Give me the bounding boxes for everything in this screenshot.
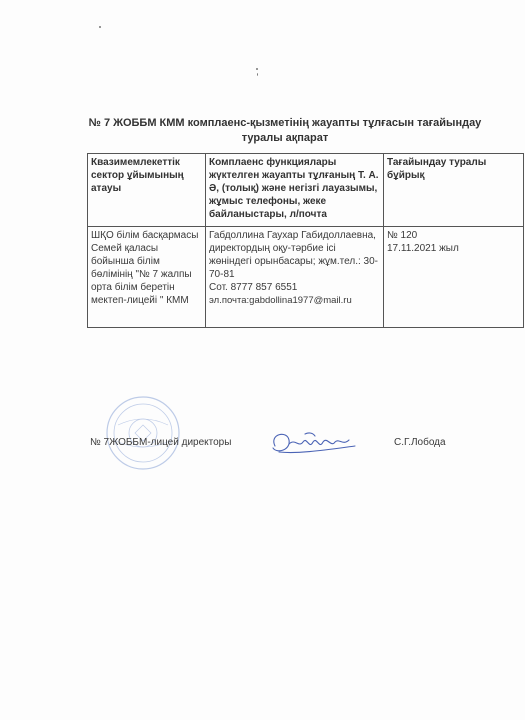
responsible-person-table [87,153,524,328]
header-responsible-person: Комплаенс функциялары жүктелген жауапты тұлғаның Т. А. Ә, (толық) және негізгі лауазымы, жұмыс телефоны, жеке байланыстары, л/почта [206,154,384,227]
title-line-2: туралы ақпарат [241,132,329,144]
document-title [60,116,510,146]
person-details: Габдоллина Гаухар Габидоллаевна, директордың оқу-тәрбие ісі жөніндегі орынбасары; жұм.тел.: 30-70-81 [209,230,378,280]
header-order: Тағайындау туралы бұйрық [384,154,524,227]
scan-speck [99,26,101,28]
table-header-row [88,154,524,227]
director-title: № 7ЖОББМ-лицей директоры [90,437,232,448]
official-stamp-icon [88,395,188,475]
header-organization: Квазимемлекеттік сектор ұйымының атауы [88,154,206,227]
signature-icon [265,424,360,462]
cell-order [384,227,524,328]
cell-organization: ШҚО білім басқармасы Семей қаласы бойынша білім бөлімінің "№ 7 жалпы орта білім беретін мектеп-лицейі " КММ [88,227,206,328]
order-date: 17.11.2021 жыл [387,243,459,254]
director-name: С.Г.Лобода [394,437,446,448]
person-email: эл.почта:gabdollina1977@mail.ru [209,295,352,306]
person-mobile: Сот. 8777 857 6551 [209,282,298,293]
scan-speck [257,73,258,76]
scan-speck [256,68,258,70]
cell-responsible-person [206,227,384,328]
table-row [88,227,524,328]
title-line-1: № 7 ЖОББМ КММ комплаенс-қызметінің жауапты тұлғасын тағайындау [88,117,482,129]
order-number: № 120 [387,230,418,241]
